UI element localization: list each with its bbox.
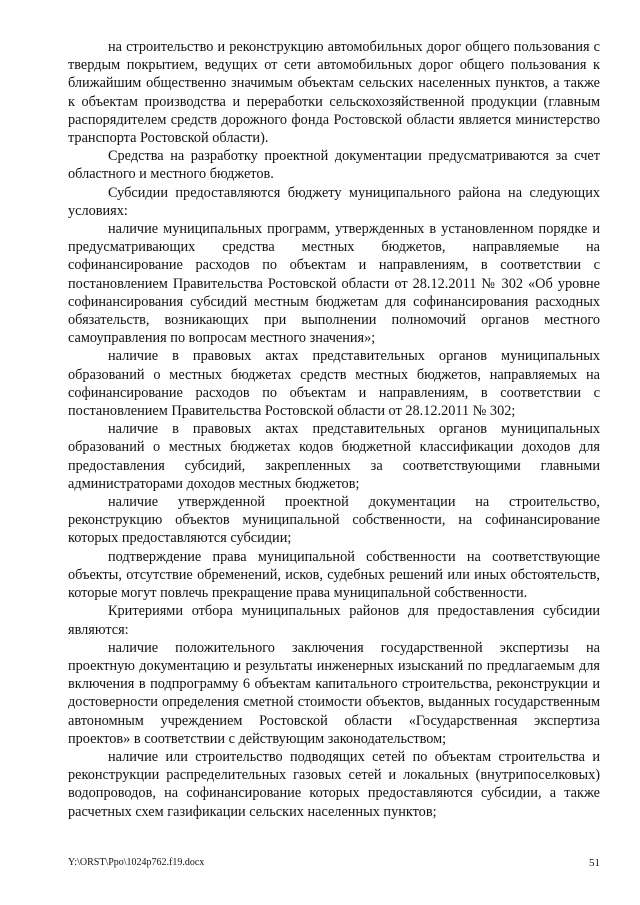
paragraph-criterion-networks: наличие или строительство подводящих сетей по объектам строительства и реконструкции распределительных газовых сетей и локальных (внутрипоселковых) водопроводов, на софинансирование которых предоставляются субсидии, а также расчетных схем газификации сельских населенных пунктов; bbox=[68, 748, 600, 820]
paragraph-condition-ownership: подтверждение права муниципальной собственности на соответствующие объекты, отсутствие обременений, исков, судебных решений или иных обстоятельств, которые могут повлечь прекращение права муниципальной собственности. bbox=[68, 548, 600, 602]
paragraph-condition-programs: наличие муниципальных программ, утвержденных в установленном порядке и предусматривающих средства местных бюджетов, направляемые на софинансирование расходов по объектам и направлениям, в соответствии с постановлением Правительства Ростовской области от 28.12.2011 № 302 «Об уровне софинансирования субсидий местным бюджетам для софинансирования расходных обязательств, возникающих при выполнении полномочий органов местного самоуправления по вопросам местного значения»; bbox=[68, 221, 600, 347]
page-number: 51 bbox=[589, 857, 600, 869]
paragraph-design-funding: Средства на разработку проектной документации предусматриваются за счет областного и местного бюджетов. bbox=[68, 148, 600, 183]
paragraph-condition-budget-codes: наличие в правовых актах представительных органов муниципальных образований о местных бюджетах кодов бюджетной классификации доходов для предоставления субсидий, закрепленных за соответствующими главными администраторами доходов местных бюджетов; bbox=[68, 421, 600, 492]
paragraph-selection-criteria: Критериями отбора муниципальных районов для предоставления субсидии являются: bbox=[68, 603, 600, 638]
footer-file-path: Y:\ORST\Ppo\1024p762.f19.docx bbox=[68, 857, 205, 868]
paragraph-subsidy-conditions: Субсидии предоставляются бюджету муниципального района на следующих условиях: bbox=[68, 184, 600, 219]
paragraph-criterion-expertise: наличие положительного заключения государственной экспертизы на проектную документацию и результаты инженерных изысканий по предлагаемым для включения в подпрограмму 6 объектам капитального строительства, реконструкции и достоверности определения сметной стоимости объектов, выданных государственным автономным учреждением Ростовской области «Государственная экспертиза проектов» в соответствии с действующим законодательством; bbox=[68, 639, 600, 747]
document-body bbox=[68, 38, 600, 821]
paragraph-condition-design-docs: наличие утвержденной проектной документации на строительство, реконструкцию объектов муниципальной собственности, на софинансирование которых предоставляются субсидии; bbox=[68, 494, 600, 547]
paragraph-condition-budget-funds: наличие в правовых актах представительных органов муниципальных образований о местных бюджетах средств местных бюджетов, направляемых на софинансирование расходов по объектам и направлениям, в соответствии с постановлением Правительства Ростовской области от 28.12.2011 № 302; bbox=[68, 348, 600, 420]
paragraph-road-construction: на строительство и реконструкцию автомобильных дорог общего пользования с твердым покрытием, ведущих от сети автомобильных дорог общего пользования к ближайшим общественно значимым объектам сельских населенных пунктов, а также к объектам производства и переработки сельскохозяйственной продукции (главным распорядителем средств дорожного фонда Ростовской области является министерство транспорта Ростовской области). bbox=[68, 39, 600, 147]
